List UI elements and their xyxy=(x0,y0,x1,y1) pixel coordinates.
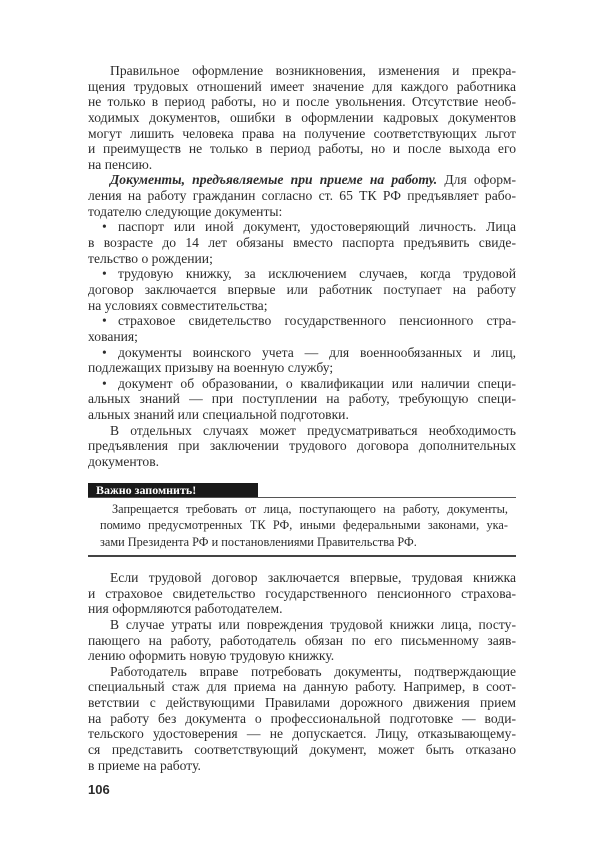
bullet-line xyxy=(88,219,516,235)
bullet-line xyxy=(88,391,516,407)
line-text: тодателю следующие документы: xyxy=(88,203,283,219)
line-text: Для оформ- xyxy=(437,172,516,188)
line-text: и преимуществ не только в период работы, но и после выхода его xyxy=(88,141,516,157)
line-text: в приеме на работу. xyxy=(88,757,201,773)
paragraph-line xyxy=(88,711,516,727)
note-line: Запрещается требовать от лица, поступающего на работу, документы, xyxy=(112,502,508,516)
paragraph-line xyxy=(88,438,516,454)
paragraph-line xyxy=(88,664,516,680)
bullet-line xyxy=(88,313,516,329)
line-text: альных знаний — при поступлении на работу, требующую специ- xyxy=(88,391,516,407)
paragraph-line xyxy=(88,204,516,220)
line-text: ния оформляются работодателем. xyxy=(88,601,283,617)
paragraph-line xyxy=(88,79,516,95)
bullet-icon: • xyxy=(102,344,107,360)
paragraph-line xyxy=(88,758,516,774)
paragraph-line xyxy=(88,423,516,439)
note-box-label: Важно запомнить! xyxy=(88,483,258,498)
bullet-line xyxy=(88,329,516,345)
line-text: и страховое свидетельство государственного пенсионного страхова- xyxy=(88,585,516,601)
line-text: Если трудовой договор заключается впервые, трудовая книжка xyxy=(110,570,516,585)
line-text: В отдельных случаях может предусматриваться необходимость xyxy=(110,422,516,438)
paragraph-line xyxy=(88,188,516,204)
line-text: на пенсию. xyxy=(88,156,153,172)
line-text: подлежащих призыву на военную службу; xyxy=(88,360,334,376)
note-line: помимо предусмотренных ТК РФ, иными федеральными законами, ука- xyxy=(100,518,508,533)
line-text: документов. xyxy=(88,454,160,470)
line-text: ходимых документов, ошибки в оформлении кадровых документов xyxy=(88,109,516,125)
paragraph-line xyxy=(88,172,516,188)
line-text: в возрасте до 14 лет обязаны вместо паспорта предъявить свиде- xyxy=(88,235,516,251)
line-text: В случае утраты или повреждения трудовой книжки лица, посту- xyxy=(110,616,516,632)
note-box-top-rule xyxy=(88,497,516,498)
bullet-line xyxy=(88,298,516,314)
line-text: на условиях совместительства; xyxy=(88,297,268,313)
line-text: специальный стаж для приема на данную работу. Например, в соот- xyxy=(88,679,516,695)
line-text: хования; xyxy=(88,328,138,344)
bullet-icon: • xyxy=(102,266,107,282)
line-text: Работодатель вправе потребовать документы, подтверждающие xyxy=(110,663,516,679)
paragraph-line xyxy=(88,726,516,742)
line-text: не только в период работы, но и после увольнения. Отсутствие необ- xyxy=(88,94,516,110)
bullet-line xyxy=(88,251,516,267)
line-text: страховое свидетельство государственного пенсионного стра- xyxy=(118,313,516,329)
page-number: 106 xyxy=(88,782,110,797)
line-text: альных знаний или специальной подготовки. xyxy=(88,407,349,423)
line-text: ления на работу гражданин согласно ст. 65 ТК РФ предъявляет рабо- xyxy=(88,188,516,204)
paragraph-line xyxy=(88,633,516,649)
paragraph-line xyxy=(88,601,516,617)
paragraph-line xyxy=(88,617,516,633)
note-line: зами Президента РФ и постановлениями Правительства РФ. xyxy=(100,534,417,549)
paragraph-line xyxy=(88,157,516,173)
note-box-text xyxy=(100,501,508,550)
paragraph-line xyxy=(88,63,516,79)
line-text: пающего на работу, работодатель обязан по его письменному заяв- xyxy=(88,632,516,648)
paragraph-line xyxy=(88,141,516,157)
line-text: ветствии с действующими Правилами дорожного движения прием xyxy=(88,695,516,711)
line-text: паспорт или иной документ, удостоверяющий личность. Лица xyxy=(118,219,516,235)
line-text: Правильное оформление возникновения, изменения и прекра- xyxy=(110,63,516,78)
paragraph-line xyxy=(88,679,516,695)
line-text: на работу без документа о профессиональной подготовке — води- xyxy=(88,710,516,726)
paragraph-line xyxy=(88,648,516,664)
paragraph-line xyxy=(88,586,516,602)
line-text: документы воинского учета — для военнообязанных и лиц, xyxy=(118,344,516,360)
bullet-icon: • xyxy=(102,219,107,235)
section-lead-heading: Документы, предъявляемые при приеме на работу. xyxy=(110,172,438,188)
note-box-bottom-rule xyxy=(88,555,516,557)
bullet-line xyxy=(88,282,516,298)
bullet-line xyxy=(88,345,516,361)
bottom-text xyxy=(88,570,516,773)
paragraph-line xyxy=(88,454,516,470)
bullet-line xyxy=(88,360,516,376)
line-text: тельство о рождении; xyxy=(88,250,213,266)
paragraph-line xyxy=(88,695,516,711)
paragraph-line xyxy=(88,742,516,758)
line-text: предъявления при заключении трудового договора дополнительных xyxy=(88,438,516,454)
bullet-line xyxy=(88,266,516,282)
line-text: могут лишить человека права на получение соответствующих льгот xyxy=(88,125,516,141)
bullet-icon: • xyxy=(102,313,107,329)
paragraph-line xyxy=(88,110,516,126)
bullet-line xyxy=(88,407,516,423)
line-text: лению оформить новую трудовую книжку. xyxy=(88,648,335,664)
paragraph-line xyxy=(88,94,516,110)
paragraph-line xyxy=(88,570,516,586)
paragraph-line xyxy=(88,126,516,142)
line-text: договор заключается впервые или работник поступает на работу xyxy=(88,281,516,297)
line-text: ся представить соответствующий документ, может быть отказано xyxy=(88,742,516,758)
main-text xyxy=(88,63,516,470)
line-text: документ об образовании, о квалификации или наличии специ- xyxy=(118,375,516,391)
line-text: щения трудовых отношений имеет значение для каждого работника xyxy=(88,78,516,94)
line-text: трудовую книжку, за исключением случаев, когда трудовой xyxy=(118,266,516,282)
line-text: тельского удостоверения — не допускается. Лицу, отказывающему- xyxy=(88,726,516,742)
bullet-line xyxy=(88,376,516,392)
bullet-icon: • xyxy=(102,375,107,391)
bullet-line xyxy=(88,235,516,251)
